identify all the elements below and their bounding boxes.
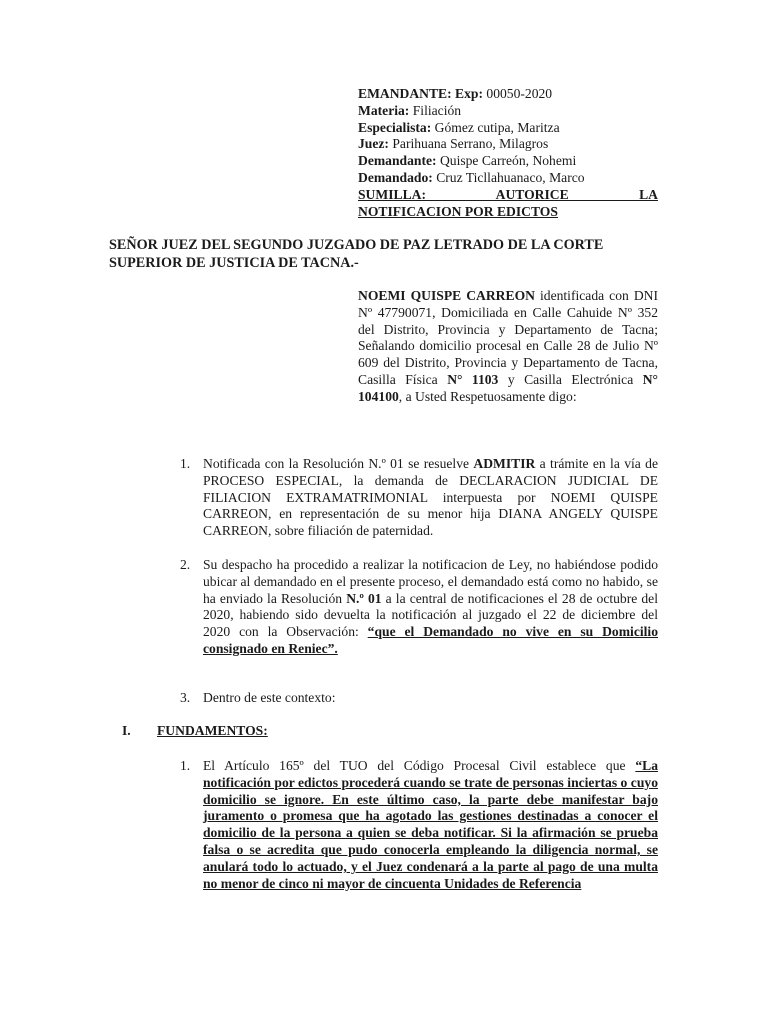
section-heading-fundamentos: I. FUNDAMENTOS:: [122, 723, 268, 738]
header-especialista: Especialista: Gómez cutipa, Maritza: [358, 119, 560, 135]
list-item: 2. Su despacho ha procedido a realizar la notificacion de Ley, no habiéndose podido ubicar al demandado en el presente proceso, el demandado está como no habido, se ha enviado la Resolución N.º 01 a la central de notificaciones el 28 de octubre del 2020, habiendo sido devuelta la notificación al juzgado el 22 de diciembre del 2020 con la Observación: “que el Demandado no vive en su Domicilio consignado en Reniec”.: [180, 557, 658, 656]
list-item: 3. Dentro de este contexto:: [180, 690, 336, 705]
legal-quote: “La notificación por edictos procederá cuando se trate de personas inciertas o cuyo domicilio se ignore. En este último caso, la parte debe manifestar bajo juramento o promesa que ha agotado las gestiones destinadas a conocer el domicilio de la persona a quien se deba notificar. Si la afirmación se prueba falsa o se acredita que pudo conocerla empleando la diligencia normal, se anulará todo lo actuado, y el Juez condenará a la parte al pago de una multa no menor de cinco ni mayor de cincuenta Unidades de Referencia: [203, 758, 658, 891]
header-materia: Materia: Filiación: [358, 102, 462, 118]
party-name: NOEMI QUISPE CARREON: [358, 288, 535, 303]
addressee-heading: SEÑOR JUEZ DEL SEGUNDO JUZGADO DE PAZ LETRADO DE LA CORTE SUPERIOR DE JUSTICIA DE TACNA.-: [109, 237, 604, 271]
header-demandado: Demandado: Cruz Ticllahuanaco, Marco: [358, 169, 585, 185]
header-demandante: Demandante: Quispe Carreón, Nohemi: [358, 153, 577, 169]
sumilla-line-2: NOTIFICACION POR EDICTOS: [358, 203, 558, 219]
list-number: 1.: [180, 456, 191, 471]
list-number: 1.: [180, 758, 191, 773]
list-item: 1. El Artículo 165º del TUO del Código Procesal Civil establece que “La notificación por edictos procederá cuando se trate de personas inciertas o cuyo domicilio se ignore. En este último caso, la parte debe manifestar bajo juramento o promesa que ha agotado las gestiones destinadas a conocer el domicilio de la persona a quien se deba notificar. Si la afirmación se prueba falsa o se acredita que pudo conocerla empleando la diligencia normal, se anulará todo lo actuado, y el Juez condenará a la parte al pago de una multa no menor de cinco ni mayor de cincuenta Unidades de Referencia: [180, 758, 658, 891]
list-item: 1. Notificada con la Resolución N.º 01 se resuelve ADMITIR a trámite en la vía de PROCESO ESPECIAL, la demanda de DECLARACION JUDICIAL DE FILIACION EXTRAMATRIMONIAL interpuesta por NOEMI QUISPE CARREON, en representación de su menor hija DIANA ANGELY QUISPE CARREON, sobre filiación de paternidad.: [180, 456, 658, 539]
list-number: 3.: [180, 690, 191, 705]
case-header: [358, 86, 658, 220]
party-paragraph: NOEMI QUISPE CARREON identificada con DNI Nº 47790071, Domiciliada en Calle Cahuide Nº 352 del Distrito, Provincia y Departamento de Tacna; Señalando domicilio procesal en Calle 28 de Julio Nº 609 del Distrito, Provincia y Departamento de Tacna, Casilla Física N° 1103 y Casilla Electrónica N° 104100, a Usted Respetuosamente digo:: [358, 288, 658, 404]
observation-quote: “que el Demandado no vive en su Domicilio consignado en Reniec”.: [203, 624, 658, 656]
list-number: 2.: [180, 557, 191, 572]
header-juez: Juez: Parihuana Serrano, Milagros: [358, 136, 549, 152]
sumilla-line-1: SUMILLA: AUTORICE LA: [358, 186, 658, 202]
header-exp: EMANDANTE: Exp: 00050-2020: [358, 86, 553, 101]
